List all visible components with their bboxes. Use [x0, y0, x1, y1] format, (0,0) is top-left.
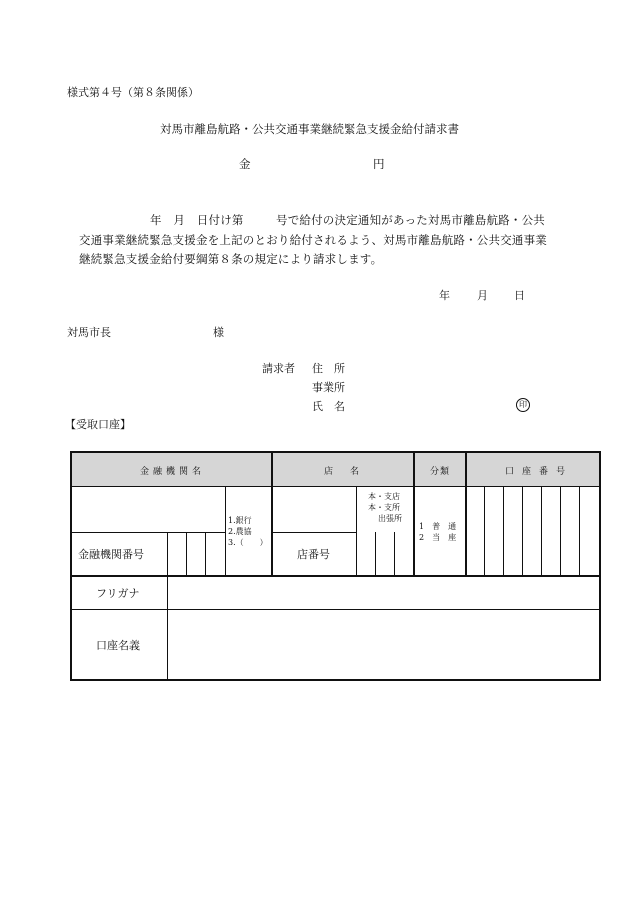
divider-type-account — [465, 453, 467, 575]
seal-icon: 印 — [516, 398, 530, 412]
furigana-top-border — [72, 575, 599, 577]
claimant-label: 請求者 — [262, 362, 295, 375]
body-line2: 交通事業継続緊急支援金を上記のとおり給付されるよう、対馬市離島航路・公共交通事業 — [79, 233, 547, 247]
bank-code-box-1 — [167, 532, 168, 575]
branch-code-box-1 — [375, 532, 376, 575]
date-day: 日 — [514, 289, 525, 302]
bank-type-3: 3.（ ） — [228, 538, 268, 547]
bank-type-2: 2.農協 — [228, 527, 252, 536]
account-box-2 — [503, 487, 504, 575]
account-box-6 — [579, 487, 580, 575]
form-number: 様式第４号（第８条関係） — [67, 86, 199, 99]
account-box-5 — [560, 487, 561, 575]
header-branch: 店 名 — [324, 467, 364, 477]
furigana-label: フリガナ — [96, 587, 140, 600]
branch-type-1: 本・支店 — [368, 492, 400, 501]
body-line1-date: 年 月 日付け第 — [150, 213, 244, 227]
addressee-name: 対馬市長 — [67, 326, 111, 339]
account-heading: 【受取口座】 — [65, 418, 131, 431]
addressee-honorific: 様 — [213, 326, 224, 339]
claimant-office-label: 事業所 — [312, 381, 345, 394]
divider-bank-branch — [271, 453, 273, 575]
account-box-4 — [541, 487, 542, 575]
header-account-number: 口座番号 — [505, 467, 574, 477]
name-label-divider — [167, 575, 168, 679]
amount-label: 金 — [239, 157, 251, 171]
seal-mark — [516, 397, 530, 412]
header-bank: 金融機関名 — [140, 467, 206, 477]
account-box-1 — [484, 487, 485, 575]
amount-unit: 円 — [373, 157, 385, 171]
account-box-3 — [522, 487, 523, 575]
claimant-address-label: 住 所 — [312, 362, 345, 375]
branch-code-box-2 — [394, 532, 395, 575]
holder-top-border — [72, 609, 599, 610]
bank-code-divider — [72, 532, 225, 533]
bank-code-box-2 — [186, 532, 187, 575]
body-line3: 継続緊急支援金給付要綱第８条の規定により請求します。 — [79, 252, 383, 266]
document-title: 対馬市離島航路・公共交通事業継続緊急支援金給付請求書 — [160, 122, 459, 136]
account-type-2: 2 当 座 — [419, 533, 457, 542]
header-type: 分類 — [430, 467, 451, 477]
account-type-1: 1 普 通 — [419, 522, 457, 531]
branch-type-2: 本・支所 — [368, 503, 400, 512]
bank-type-divider — [225, 487, 226, 575]
holder-label: 口座名義 — [96, 639, 140, 652]
account-table — [70, 451, 601, 681]
date-month: 月 — [477, 289, 488, 302]
date-year: 年 — [439, 289, 450, 302]
bank-code-label: 金融機関番号 — [78, 548, 144, 561]
branch-code-label: 店番号 — [297, 548, 330, 561]
table-header-row — [72, 453, 599, 487]
bank-type-1: 1.銀行 — [228, 516, 252, 525]
branch-code-divider — [272, 532, 356, 533]
claimant-name-label: 氏 名 — [312, 400, 345, 413]
divider-branch-type — [413, 453, 415, 575]
branch-type-divider — [356, 487, 357, 575]
branch-type-3: 出張所 — [378, 514, 402, 523]
body-line1-rest: 号で給付の決定通知があった対馬市離島航路・公共 — [276, 213, 545, 227]
bank-code-box-3 — [205, 532, 206, 575]
